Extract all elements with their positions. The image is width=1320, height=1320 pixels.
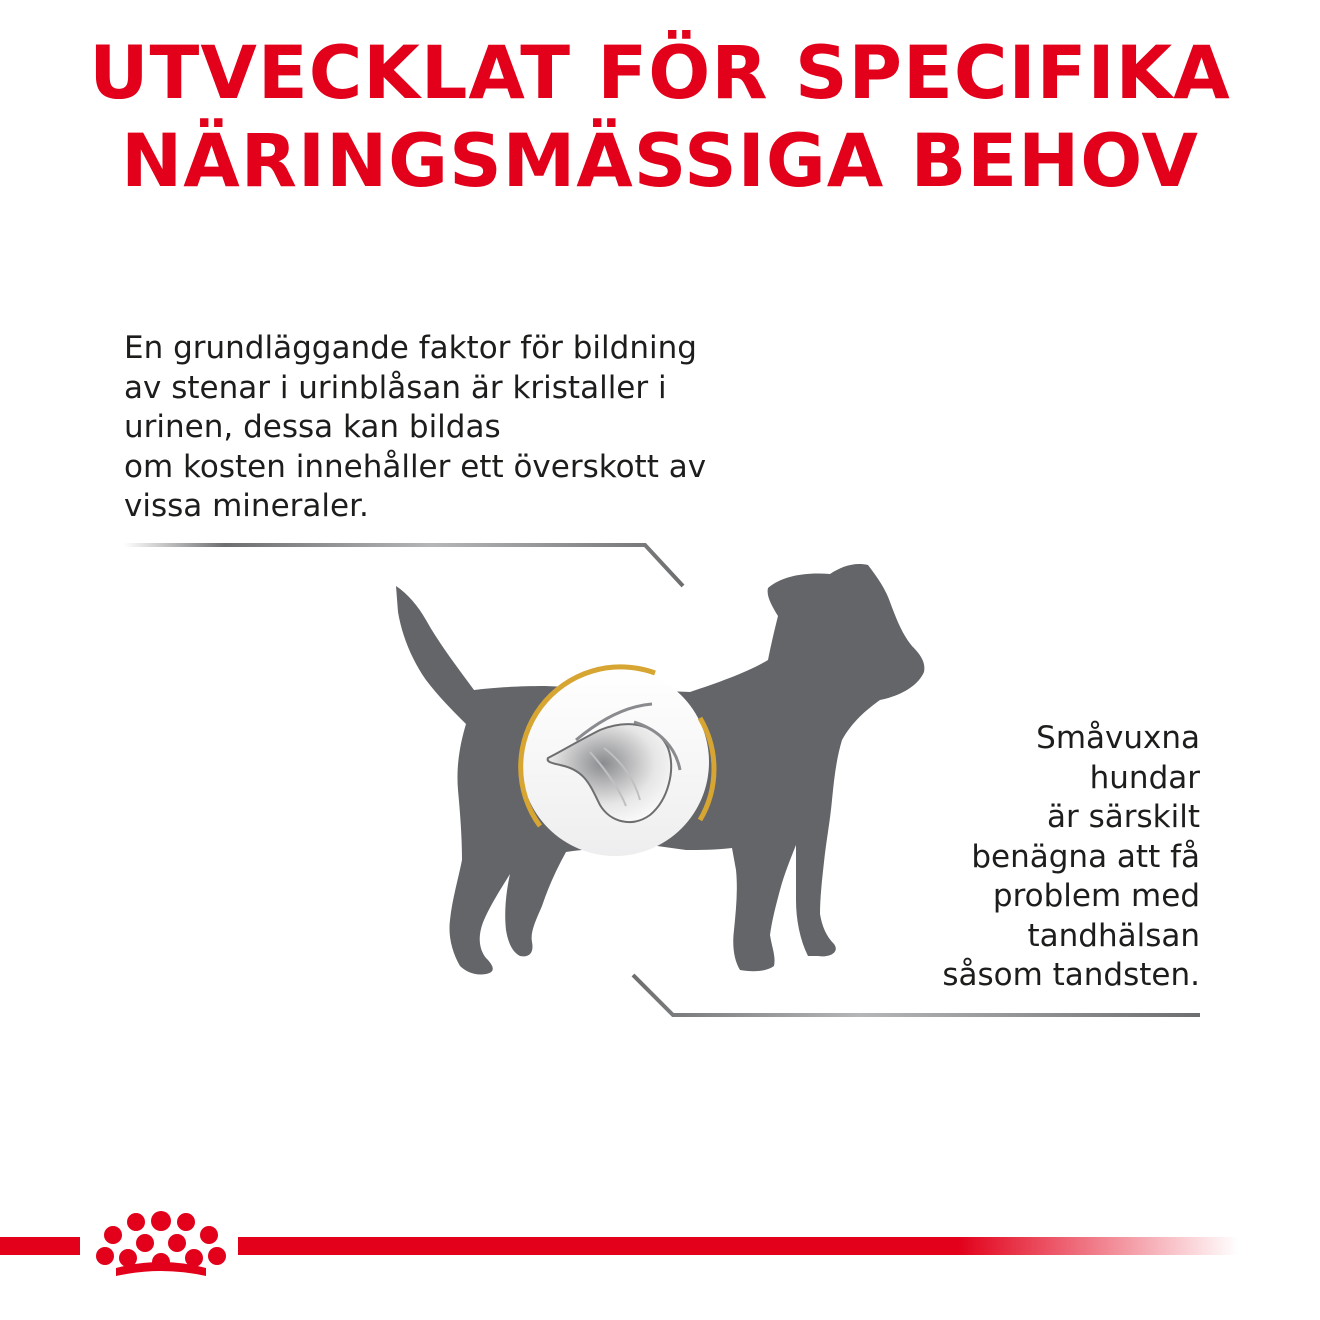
callout-left-line: vissa mineraler. [124,488,369,524]
callout-left-line: En grundläggande faktor för bildning [124,330,697,366]
callout-right-line: såsom tandsten. [942,957,1200,993]
callout-right-line: benägna att få [971,838,1200,875]
callout-right-line: hundar [1089,759,1200,796]
callout-right-line: Småvuxna [1036,720,1200,756]
headline-line-1: UTVECKLAT FÖR SPECIFIKA [89,31,1231,116]
callout-right-line: problem med [992,878,1200,914]
callout-left-leader [124,545,683,586]
headline-line-2: NÄRINGSMÄSSIGA BEHOV [121,119,1199,204]
callout-right-leader [633,975,1200,1015]
callout-right-line: tandhälsan [1027,917,1200,954]
brand-bar [0,1237,1238,1255]
crown-logo-icon [96,1211,226,1276]
callout-left-line: av stenar i urinblåsan är kristaller i [124,369,667,406]
callout-right-line: är särskilt [1047,799,1200,835]
callout-left-line: om kosten innehåller ett överskott av [124,448,707,485]
callout-left-line: urinen, dessa kan bildas [124,409,501,445]
